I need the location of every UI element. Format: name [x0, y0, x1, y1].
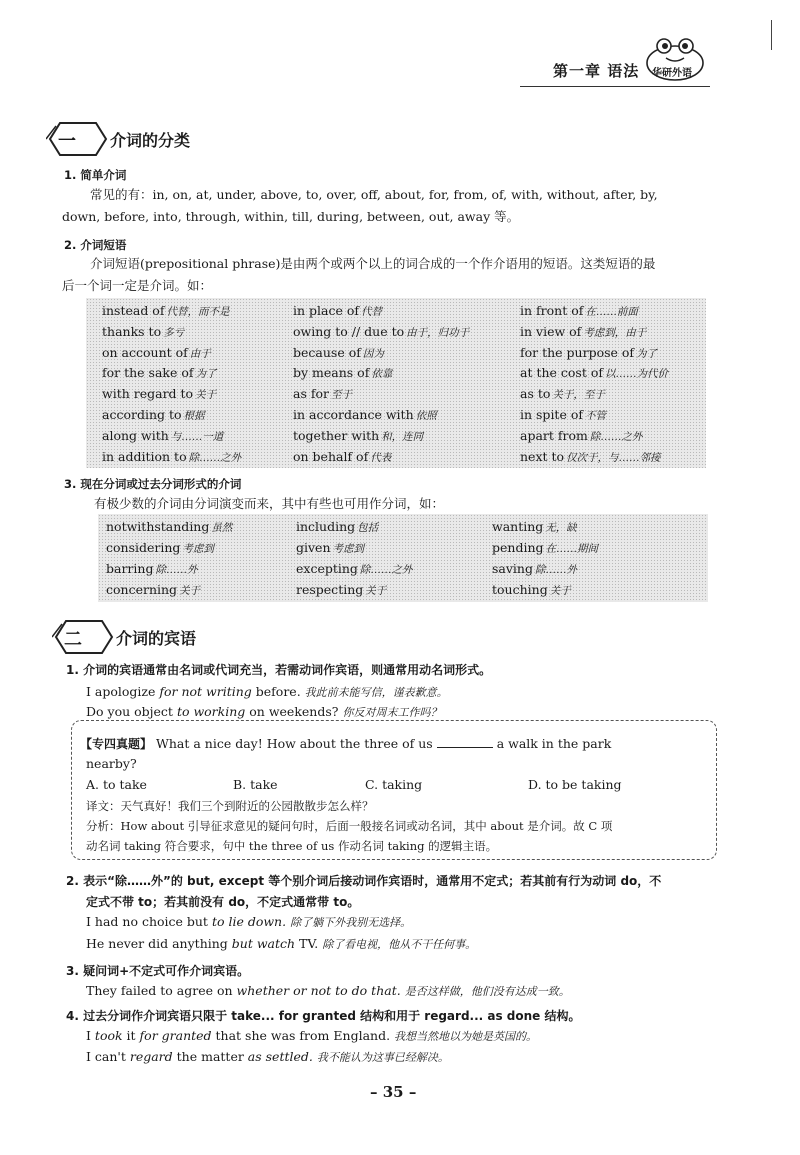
phrase-entry [102, 428, 223, 444]
term: touching [492, 582, 548, 597]
term: according to [102, 407, 182, 422]
participle-entry [296, 540, 364, 556]
option-c: C. taking [365, 777, 423, 792]
term: thanks to [102, 323, 162, 339]
participle-entry [492, 540, 598, 556]
option-d: D. to be taking [528, 777, 622, 792]
term: in front of [520, 303, 584, 318]
term: in spite of [520, 407, 583, 422]
rule-1: 1. 介词的宾语通常由名词或代词充当，若需动词作宾语，则通常用动名词形式。 [66, 663, 492, 677]
exam-question: 【专四真题】 What a nice day! How about the three of us a walk in the park [80, 736, 612, 751]
subheading-participle-prepositions: 3. 现在分词或过去分词形式的介词 [64, 477, 242, 491]
phrase-entry [293, 386, 352, 402]
term: in place of [293, 303, 359, 318]
term-meaning: 在……期间 [545, 543, 599, 555]
participle-entry [296, 582, 386, 598]
phrase-entry [102, 407, 205, 423]
term-meaning: 除……外 [534, 564, 577, 576]
section-1-heading [46, 120, 346, 160]
term: with regard to [102, 386, 194, 402]
term-meaning: 仅次于，与……邻接 [566, 451, 661, 464]
term: for the sake of [102, 365, 194, 381]
phrase-entry [293, 365, 392, 381]
term-meaning: 除……外 [155, 564, 198, 576]
participle-entry [492, 582, 571, 598]
term: instead of [102, 303, 165, 318]
term-meaning: 关于 [549, 585, 571, 597]
participle-entry [106, 582, 200, 598]
term-meaning: 多亏 [163, 326, 185, 339]
example-sentence: I can't regard the matter as settled. 我不能认为这事已经解决。 [86, 1049, 449, 1064]
term-meaning: 无，缺 [545, 522, 577, 534]
term-meaning: 依照 [415, 410, 437, 422]
example-sentence: Do you object to working on weekends? 你反对周末工作吗？ [86, 704, 442, 719]
term: at the cost of [520, 365, 603, 381]
term-meaning: 代替 [361, 306, 382, 318]
rule-3: 3. 疑问词+不定式可作介词宾语。 [66, 964, 250, 978]
paragraph: 介词短语(prepositional phrase)是由两个或两个以上的词合成的一个作介语用的短语。这类短语的最 [90, 256, 656, 271]
term-meaning: 除……之外 [589, 430, 643, 443]
example-sentence: I had no choice but to lie down. 除了躺下外我别无选择。 [86, 914, 412, 929]
logo-text: 华研外语 [652, 68, 692, 79]
paragraph: 常见的有：in, on, at, under, above, to, over, off, about, for, from, of, with, without, after, by, [90, 187, 658, 202]
term-meaning: 考虑到 [332, 543, 365, 555]
phrase-entry [520, 324, 646, 340]
chapter-title: 第一章 语法 [553, 62, 640, 80]
example-sentence: I took it for granted that she was from England. 我想当然地以为她是英国的。 [86, 1028, 538, 1043]
section-title: 介词的宾语 [116, 629, 197, 648]
term: including [296, 519, 356, 534]
example-sentence: He never did anything but watch TV. 除了看电视，他从不干任何事。 [86, 936, 477, 951]
term-meaning: 为了 [636, 347, 658, 360]
term-meaning: 代替，而不是 [166, 306, 230, 318]
term-meaning: 根据 [183, 410, 205, 422]
term-meaning: 和，连同 [381, 430, 424, 443]
section-badge-icon [52, 618, 114, 656]
participle-entry [106, 519, 232, 535]
option-a: A. to take [86, 777, 147, 792]
term-meaning: 除……之外 [359, 564, 413, 576]
term-meaning: 关于，至于 [552, 389, 605, 402]
term: together with [293, 427, 380, 443]
term-meaning: 以……为代价 [604, 368, 668, 381]
term-meaning: 关于 [365, 585, 387, 597]
term: owing to // due to [293, 323, 405, 339]
section-title: 介词的分类 [110, 131, 191, 150]
term: for the purpose of [520, 344, 635, 360]
term: in accordance with [293, 407, 414, 422]
phrase-entry [293, 324, 469, 340]
page-number: – 35 – [370, 1083, 417, 1101]
term-meaning: 考虑到，由于 [583, 326, 647, 339]
paragraph: 后一个词一定是介词。如： [62, 278, 213, 293]
term: pending [492, 540, 544, 555]
paragraph: 有极少数的介词由分词演变而来，其中有些也可用作分词，如： [94, 496, 445, 511]
term-meaning: 依靠 [371, 368, 393, 381]
example-sentence: They failed to agree on whether or not to do that. 是否这样做，他们没有达成一致。 [86, 983, 570, 998]
rule-4: 4. 过去分词作介词宾语只限于 take... for granted 结构和用于 regard... as done 结构。 [66, 1009, 581, 1023]
term-meaning: 至于 [330, 389, 352, 402]
term: on account of [102, 344, 188, 360]
term-meaning: 由于 [189, 347, 211, 360]
term-meaning: 因为 [362, 347, 384, 360]
term-meaning: 关于 [179, 585, 201, 597]
term-meaning: 关于 [195, 389, 217, 402]
participle-entry [106, 561, 197, 577]
term-meaning: 为了 [195, 368, 217, 381]
phrase-entry [293, 407, 437, 423]
section-badge-icon [46, 120, 108, 158]
phrase-entry [293, 449, 391, 465]
participle-entry [296, 519, 378, 535]
term: by means of [293, 365, 370, 381]
term: given [296, 540, 331, 555]
term: barring [106, 561, 154, 576]
term-meaning: 与……一道 [170, 430, 224, 443]
paragraph: down, before, into, through, within, till, during, between, out, away 等。 [62, 209, 520, 224]
rule-2-cont: 定式不带 to；若其前没有 do，不定式通常带 to。 [86, 895, 360, 909]
rule-2: 2. 表示“除……外”的 but, except 等个别介词后接动词作宾语时，通常用不定式；若其前有行为动词 do，不 [66, 874, 662, 888]
section-number: 一 [58, 131, 76, 152]
phrase-entry [102, 345, 211, 361]
term-meaning: 代表 [370, 451, 392, 464]
term: next to [520, 448, 565, 464]
term-meaning: 由于，归功于 [406, 326, 470, 339]
answer-blank [437, 737, 493, 748]
section-number: 二 [64, 629, 82, 650]
term-meaning: 包括 [357, 522, 379, 534]
term: considering [106, 540, 181, 555]
phrase-entry [102, 324, 184, 340]
term: in view of [520, 323, 582, 339]
section-2-heading [52, 618, 352, 658]
term: in addition to [102, 448, 187, 464]
phrase-entry [520, 407, 606, 423]
term: as for [293, 386, 329, 402]
translation: 译文：天气真好！我们三个到附近的公园散散步怎么样？ [86, 799, 374, 813]
phrase-entry [520, 386, 605, 402]
term-meaning: 不管 [584, 410, 606, 422]
phrase-entry [102, 365, 217, 381]
term: saving [492, 561, 533, 576]
phrase-entry [102, 303, 229, 319]
subheading-simple-prepositions: 1. 简单介词 [64, 168, 127, 182]
exam-question-cont: nearby? [86, 756, 137, 771]
term: respecting [296, 582, 364, 597]
phrase-entry [520, 365, 668, 381]
term: excepting [296, 561, 358, 576]
term: concerning [106, 582, 178, 597]
phrase-entry [520, 345, 657, 361]
phrase-entry [520, 449, 661, 465]
phrase-entry [520, 428, 642, 444]
phrase-entry [293, 345, 384, 361]
margin-mark [771, 20, 772, 50]
analysis: 分析：How about 引导征求意见的疑问句时，后面一般接名词或动名词，其中 about 是介词。故 C 项 [86, 819, 613, 833]
phrase-entry [102, 449, 241, 465]
subheading-prepositional-phrases: 2. 介词短语 [64, 238, 127, 252]
option-b: B. take [233, 777, 278, 792]
term-meaning: 在……前面 [585, 306, 638, 318]
participle-entry [492, 561, 577, 577]
term-meaning: 考虑到 [182, 543, 214, 555]
participle-entry [106, 540, 214, 556]
participle-entry [296, 561, 412, 577]
phrase-entry [293, 303, 382, 319]
term: along with [102, 427, 169, 443]
analysis-cont: 动名词 taking 符合要求，句中 the three of us 作动名词 taking 的逻辑主语。 [86, 839, 498, 853]
phrase-entry [520, 303, 638, 319]
term: wanting [492, 519, 544, 534]
phrase-entry [102, 386, 216, 402]
term: on behalf of [293, 448, 369, 464]
participle-entry [492, 519, 577, 535]
term: apart from [520, 427, 588, 443]
term-meaning: 虽然 [211, 522, 233, 534]
term: notwithstanding [106, 519, 210, 534]
term: because of [293, 344, 361, 360]
example-sentence: I apologize for not writing before. 我此前未能写信，谨表歉意。 [86, 684, 448, 699]
term: as to [520, 386, 551, 402]
term-meaning: 除……之外 [188, 451, 242, 464]
phrase-entry [293, 428, 423, 444]
header-rule [520, 86, 710, 87]
